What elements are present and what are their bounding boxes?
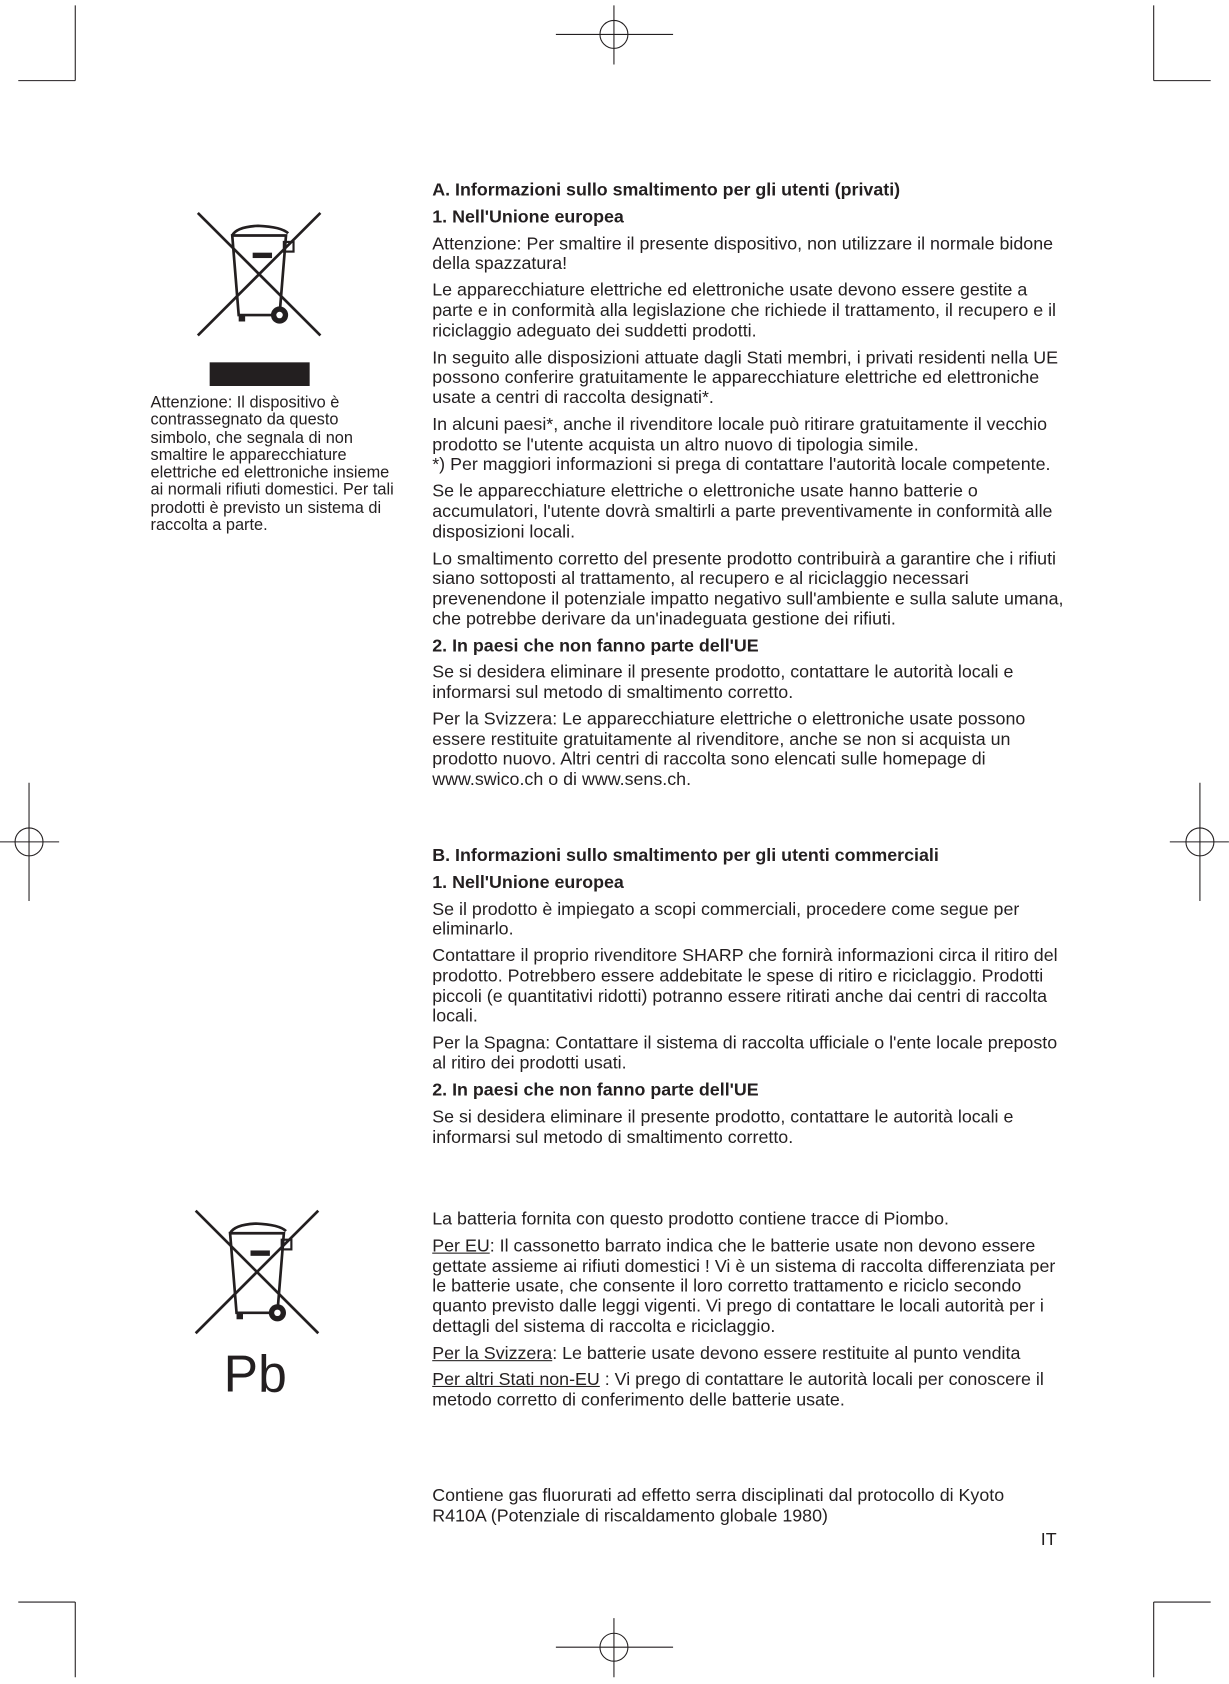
eu-label: Per EU (432, 1235, 490, 1256)
gas-line-1: Contiene gas fluorurati ad effetto serra disciplinati dal protocollo di Kyoto (432, 1484, 1005, 1506)
paragraph: Lo smaltimento corretto del presente prodotto contribuirà a garantire che i rifiuti siano sottoposti al trattamento, al recupero e al riciclaggio necessari prevenendone il potenziale impatto negativo sull'ambiente e sulla salute umana, che potrebbe derivare da un'inadeguata gestione dei rifiuti. (432, 547, 1064, 629)
battery-intro: La batteria fornita con questo prodotto contiene tracce di Piombo. (432, 1208, 949, 1229)
other-label: Per altri Stati non-EU (432, 1369, 600, 1390)
battery-ch (432, 1344, 1066, 1364)
paragraph: Se si desidera eliminare il presente prodotto, contattare le autorità locali e informarsi sul metodo di smaltimento corretto. (432, 1106, 1014, 1147)
crossed-bin-icon (194, 210, 325, 339)
paragraph: In alcuni paesi*, anche il rivenditore locale può ritirare gratuitamente il vecchio prodotto se l'utente acquista un altro nuovo di tipologia simile. (432, 413, 1048, 455)
paragraph: Le apparecchiature elettriche ed elettroniche usate devono essere gestite a parte e in conformità alla legislazione che richiede il trattamento, il recupero e il riciclaggio adeguato dei suddetti prodotti. (432, 279, 1057, 341)
paragraph: Attenzione: Per smaltire il presente dispositivo, non utilizzare il normale bidone della spazzatura! (432, 233, 1054, 274)
gas-section (432, 1486, 1066, 1526)
section-a (432, 181, 1066, 797)
paragraph: Contattare il proprio rivenditore SHARP che fornirà informazioni circa il ritiro del prodotto. Potrebbero essere addebitate le spese di ritiro e riciclaggio. Prodotti piccoli (e quantitativi ridotti) potranno essere ritirati anche dai centri di raccolta locali. (432, 945, 1058, 1027)
section-a-title: A. Informazioni sullo smaltimento per gli utenti (privati) (432, 179, 901, 200)
ch-text: : Le batterie usate devono essere restituite al punto vendita (552, 1342, 1021, 1363)
section-b-sub2: 2. In paesi che non fanno parte dell'UE (432, 1079, 759, 1100)
section-a-sub1: 1. Nell'Unione europea (432, 206, 624, 227)
section-b (432, 846, 1066, 1154)
battery-section (432, 1210, 1066, 1418)
paragraph: *) Per maggiori informazioni si prega di contattare l'autorità locale competente. (432, 454, 1051, 475)
weee-caption: Attenzione: Il dispositivo è contrassegnato da questo simbolo, che segnala di non smaltire le apparecchiature elettriche ed elettroniche insieme ai normali rifiuti domestici. Per tali prodotti è previsto un sistema di raccolta a parte. (150, 393, 394, 535)
crossed-bin-battery-icon (191, 1207, 322, 1336)
section-b-sub1: 1. Nell'Unione europea (432, 871, 624, 893)
battery-eu (432, 1236, 1066, 1337)
paragraph: Per la Svizzera: Le apparecchiature elettriche o elettroniche usate possono essere restituite gratuitamente al rivenditore, anche se non si acquista un prodotto nuovo. Altri centri di raccolta sono elencati sulle homepage di www.swico.ch o di www.sens.ch. (432, 708, 1026, 790)
other-text: : Vi prego di contattare le autorità locali per conoscere il metodo corretto di conferimento delle batterie usate. (432, 1369, 1044, 1410)
paragraph: Per la Spagna: Contattare il sistema di raccolta ufficiale o l'ente locale preposto al ritiro dei prodotti usati. (432, 1032, 1058, 1074)
section-b-title: B. Informazioni sullo smaltimento per gli utenti commerciali (432, 845, 939, 866)
paragraph: Se il prodotto è impiegato a scopi commerciali, procedere come segue per eliminarlo. (432, 898, 1020, 940)
ch-label: Per la Svizzera (432, 1342, 553, 1363)
eu-text: : Il cassonetto barrato indica che le batterie usate non devono essere gettate assieme ai rifiuti domestici ! Vi è un sistema di raccolta differenziata per le batterie usate, che consente il loro corretto trattamento e riciclo secondo quanto previsto dalle leggi vigenti. Vi prego di contattare le locali autorità per i dettagli del sistema di raccolta e riciclaggio. (432, 1235, 1056, 1337)
gas-line-2: R410A (Potenziale di riscaldamento globale 1980) (432, 1504, 828, 1526)
paragraph: Se si desidera eliminare il presente prodotto, contattare le autorità locali e informarsi sul metodo di smaltimento corretto. (432, 661, 1014, 703)
black-bar-marker (210, 362, 310, 386)
battery-other (432, 1370, 1066, 1410)
pb-label: Pb (223, 1346, 287, 1404)
paragraph: In seguito alle disposizioni attuate dagli Stati membri, i privati residenti nella UE possono conferire gratuitamente le apparecchiature elettriche ed elettroniche usate a centri di raccolta designati*. (432, 346, 1058, 408)
language-code: IT (1040, 1528, 1057, 1550)
paragraph: Se le apparecchiature elettriche o elettroniche usate hanno batterie o accumulatori, l'utente dovrà smaltirli a parte preventivamente in conformità alle disposizioni locali. (432, 480, 1053, 542)
section-a-sub2: 2. In paesi che non fanno parte dell'UE (432, 634, 759, 656)
